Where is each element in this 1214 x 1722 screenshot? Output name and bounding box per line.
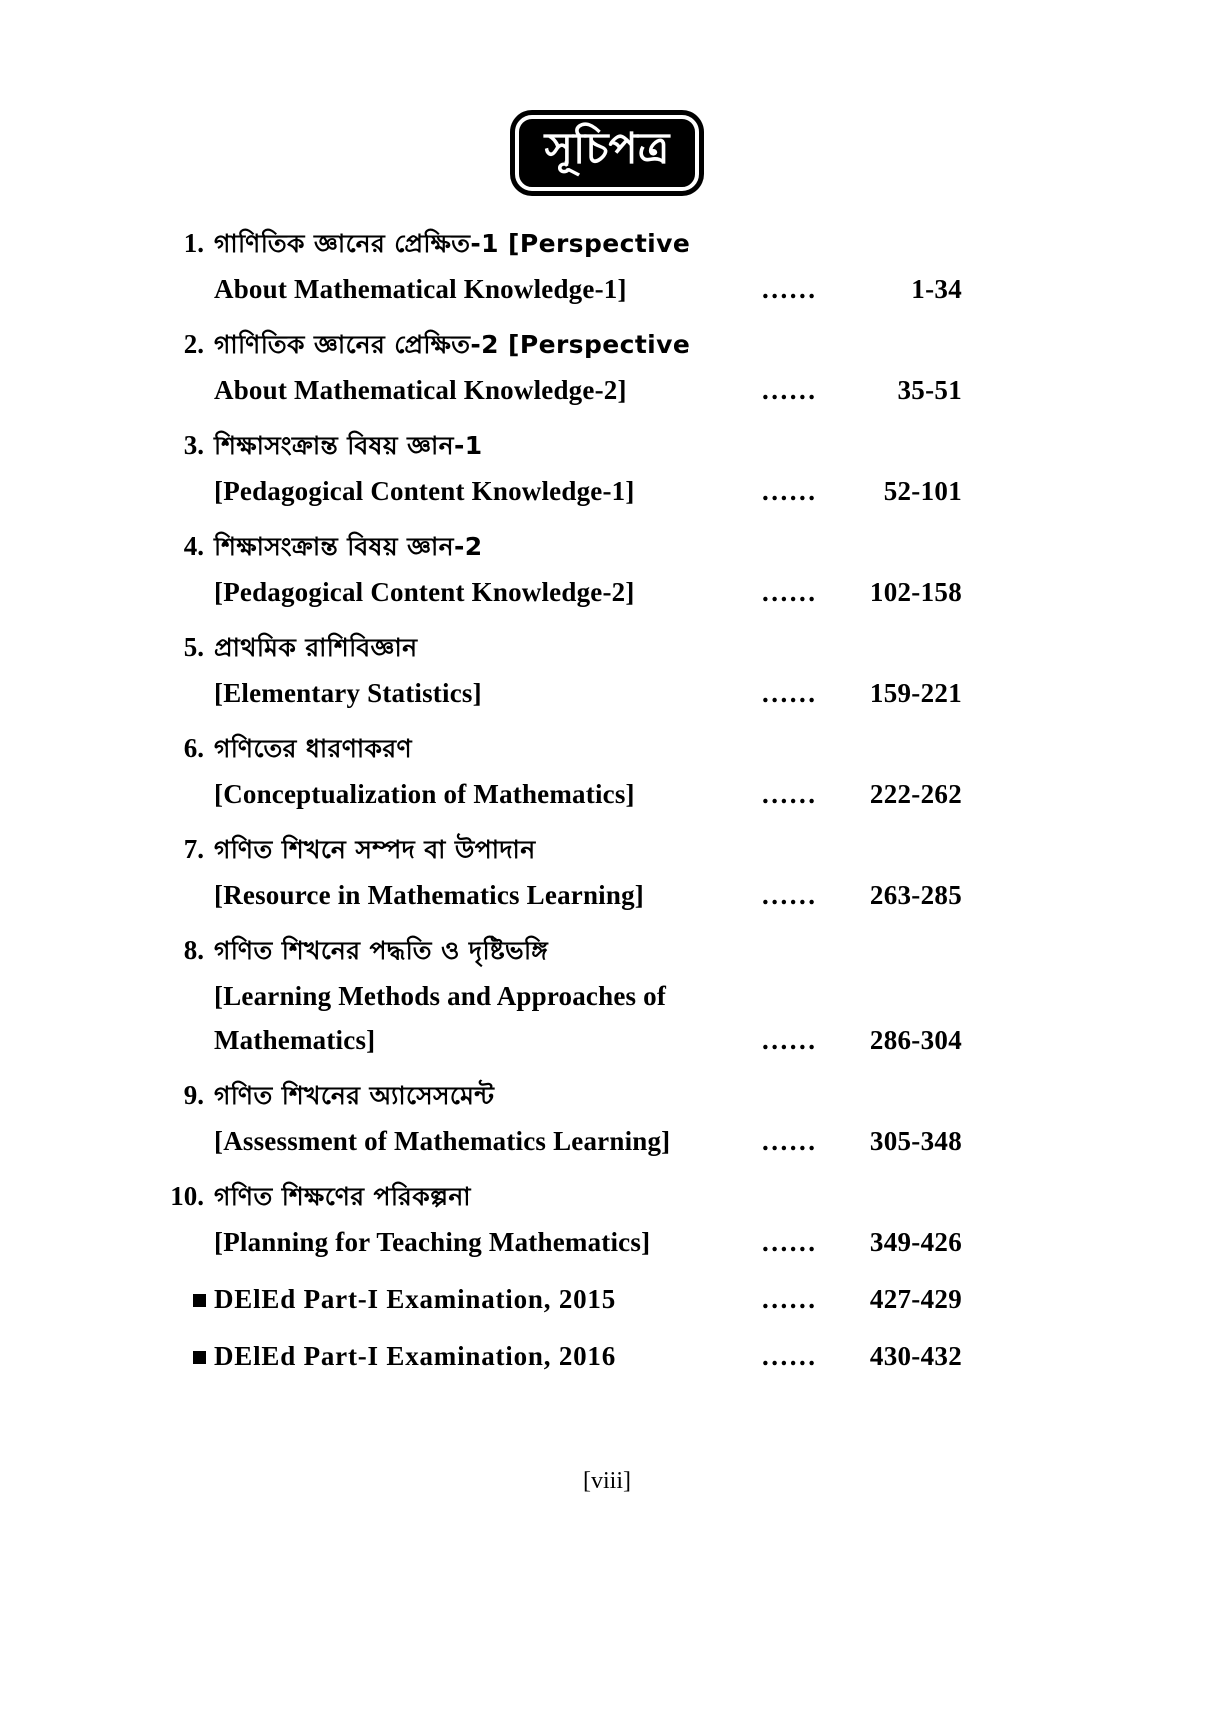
toc-entry-line: [162, 977, 962, 1021]
toc-entry-text: গাণিতিক জ্ঞানের প্রেক্ষিত-1 [Perspective: [214, 229, 691, 258]
toc-entry-line: [162, 472, 962, 516]
toc-entry-text: About Mathematical Knowledge-2]: [214, 375, 627, 405]
toc-page-range: 305-348: [869, 1126, 962, 1156]
toc-page-range: 430-432: [869, 1341, 962, 1371]
toc-entry-text: [Pedagogical Content Knowledge-2]: [214, 577, 635, 607]
toc-entry-text: [Conceptualization of Mathematics]: [214, 779, 635, 809]
toc-entry-text: শিক্ষাসংক্রান্ত বিষয় জ্ঞান-2: [214, 532, 483, 561]
toc-page-range: 102-158: [869, 577, 962, 607]
toc-entry-text: About Mathematical Knowledge-1]: [214, 274, 627, 304]
toc-entry-number: 6.: [183, 733, 204, 763]
toc-entry-line: [162, 1021, 962, 1065]
toc-entry-line: [162, 630, 962, 674]
toc-page-range: 263-285: [869, 880, 962, 910]
toc-entry-line: [162, 1078, 962, 1122]
toc-entry-text: গণিত শিক্ষণের পরিকল্পনা: [214, 1182, 471, 1211]
toc-entry-text: [Learning Methods and Approaches of: [214, 981, 667, 1011]
toc-leader-dots: ......: [762, 274, 818, 304]
toc-entry-line: [162, 1337, 962, 1381]
toc-entry-line: [162, 1122, 962, 1166]
toc-entry-number: 9.: [183, 1080, 204, 1110]
toc-page-range: 35-51: [897, 375, 962, 405]
toc-entry-number: 1.: [183, 228, 204, 258]
toc-entry[interactable]: [162, 933, 962, 1065]
toc-entry-line: [162, 1280, 962, 1324]
toc-leader-dots: ......: [762, 1126, 818, 1156]
toc-entry-line: [162, 529, 962, 573]
toc-entry-line: [162, 731, 962, 775]
toc-entry-text: [Pedagogical Content Knowledge-1]: [214, 476, 635, 506]
toc-leader-dots: ......: [762, 678, 818, 708]
toc-entry-text: [Elementary Statistics]: [214, 678, 482, 708]
toc-leader-dots: ......: [762, 375, 818, 405]
toc-entry-line: [162, 1179, 962, 1223]
toc-leader-dots: ......: [762, 1284, 818, 1314]
toc-entry-text: Mathematics]: [214, 1025, 376, 1055]
toc-bullet-text: DElEd Part-I Examination, 2016: [214, 1341, 617, 1371]
page-title-wrap: [0, 110, 1214, 196]
toc-entry-line: [162, 270, 962, 314]
toc-entry-line: [162, 327, 962, 371]
toc-entry-number: 8.: [183, 935, 204, 965]
toc-page-range: 222-262: [869, 779, 962, 809]
toc-leader-dots: ......: [762, 1025, 818, 1055]
toc-bullet-text: DElEd Part-I Examination, 2015: [214, 1284, 617, 1314]
toc-page-range: 1-34: [911, 274, 962, 304]
toc-entry-line: [162, 933, 962, 977]
toc-entry-number: 2.: [183, 329, 204, 359]
toc-entry-number: 5.: [183, 632, 204, 662]
toc-page-range: 159-221: [869, 678, 962, 708]
toc-entry-text: গণিতের ধারণাকরণ: [214, 734, 413, 763]
toc-bullet-entry[interactable]: [162, 1337, 962, 1381]
square-bullet-icon: [162, 1294, 214, 1313]
toc-entry-number: 4.: [183, 531, 204, 561]
toc-entry-line: [162, 1223, 962, 1267]
toc-entry-line: [162, 876, 962, 920]
toc-entry[interactable]: [162, 630, 962, 718]
toc-page-range: 286-304: [869, 1025, 962, 1055]
toc-leader-dots: ......: [762, 880, 818, 910]
toc-leader-dots: ......: [762, 476, 818, 506]
toc-entry-text: গণিত শিখনের পদ্ধতি ও দৃষ্টিভঙ্গি: [214, 936, 549, 965]
square-bullet-icon-glyph: [193, 1351, 206, 1364]
toc-entry[interactable]: [162, 327, 962, 415]
toc-entry[interactable]: [162, 1078, 962, 1166]
toc-leader-dots: ......: [762, 779, 818, 809]
toc-entry-line: [162, 832, 962, 876]
toc-entry-number: 3.: [183, 430, 204, 460]
toc-entry-text: [Resource in Mathematics Learning]: [214, 880, 644, 910]
title-badge: [510, 110, 705, 196]
toc-entry-text: শিক্ষাসংক্রান্ত বিষয় জ্ঞান-1: [214, 431, 483, 460]
toc-entry-text: গণিত শিখনের অ্যাসেসমেন্ট: [214, 1081, 495, 1110]
toc-entry[interactable]: [162, 428, 962, 516]
toc-leader-dots: ......: [762, 1227, 818, 1257]
toc-entry-line: [162, 226, 962, 270]
toc-entry-line: [162, 428, 962, 472]
square-bullet-icon-glyph: [193, 1294, 206, 1307]
toc-entry-text: গাণিতিক জ্ঞানের প্রেক্ষিত-2 [Perspective: [214, 330, 691, 359]
toc-page-range: 427-429: [869, 1284, 962, 1314]
toc-page-range: 52-101: [883, 476, 962, 506]
toc-entry-number: 10.: [170, 1181, 204, 1211]
toc-list: [162, 226, 962, 1394]
toc-page-range: 349-426: [869, 1227, 962, 1257]
page-title: সূচিপত্র: [544, 124, 670, 174]
toc-entry[interactable]: [162, 1179, 962, 1267]
toc-leader-dots: ......: [762, 577, 818, 607]
toc-entry[interactable]: [162, 529, 962, 617]
toc-entry-line: [162, 674, 962, 718]
toc-entry[interactable]: [162, 731, 962, 819]
toc-entry-line: [162, 775, 962, 819]
toc-entry-text: [Planning for Teaching Mathematics]: [214, 1227, 651, 1257]
toc-entry-text: গণিত শিখনে সম্পদ বা উপাদান: [214, 835, 536, 864]
toc-entry-text: [Assessment of Mathematics Learning]: [214, 1126, 671, 1156]
page-footer: [viii]: [583, 1468, 631, 1494]
toc-entry-line: [162, 371, 962, 415]
toc-bullet-entry[interactable]: [162, 1280, 962, 1324]
toc-entry-text: প্রাথমিক রাশিবিজ্ঞান: [214, 633, 418, 662]
toc-leader-dots: ......: [762, 1341, 818, 1371]
square-bullet-icon: [162, 1351, 214, 1370]
toc-entry-line: [162, 573, 962, 617]
toc-entry[interactable]: [162, 226, 962, 314]
title-badge-inner-border: [515, 115, 700, 191]
toc-entry[interactable]: [162, 832, 962, 920]
toc-entry-number: 7.: [183, 834, 204, 864]
